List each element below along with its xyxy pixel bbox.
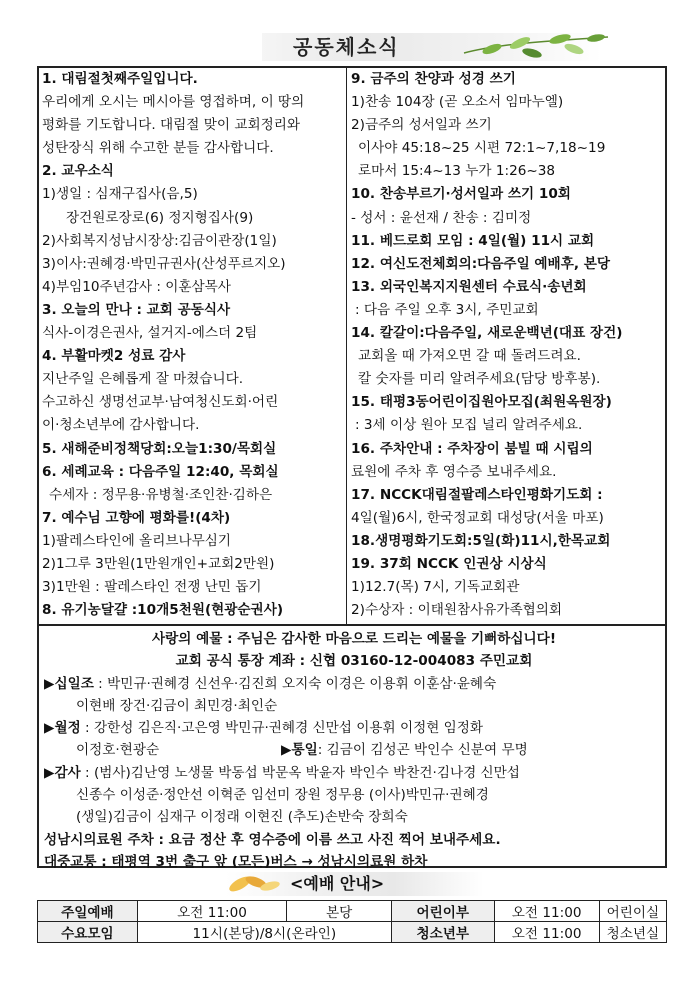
left-line: 수고하신 생명선교부·남여청신도회·어린 — [42, 394, 279, 411]
monthly-names-2: 이정호·현광순 — [76, 742, 160, 759]
left-line: 식사-이경은권사, 설거지-에스더 2팀 — [42, 325, 258, 342]
left-line: 장건원로장로(6) 정지형집사(9) — [66, 209, 254, 226]
worship-cell: 오전 11:00 — [494, 922, 599, 943]
tithe-names-2: 이현배 장건·김금이 최민경·최인순 — [76, 697, 278, 714]
tithe-label: ▶십일조 — [44, 675, 94, 692]
right-line: 13. 외국인복지지원센터 수료식·송년회 — [351, 278, 587, 295]
right-line: 료원에 주차 후 영수증 보내주세요. — [351, 463, 557, 480]
monthly-names-1: : 강한성 김은직·고은영 박민규·권혜경 신만섭 이용휘 이정현 임정화 — [80, 720, 484, 737]
right-line: : 3세 이상 원아 모집 널리 알려주세요. — [355, 417, 583, 434]
right-line: 12. 여신도전체회의:다음주일 예배후, 본당 — [351, 255, 610, 272]
worship-cell: 어린이실 — [599, 901, 666, 922]
together-names: : 김금이 김성곤 박인수 신분여 무명 — [317, 742, 528, 759]
right-line: 10. 찬송부르기·성서일과 쓰기 10회 — [351, 186, 571, 203]
transit-line: 대중교통 : 태평역 3번 출구 앞 (모든)버스 → 성남시의료원 하차 — [44, 853, 428, 870]
left-line: 3. 오늘의 만나 : 교회 공동식사 — [42, 301, 231, 318]
offering-notice — [44, 628, 664, 873]
tithe-names-1: : 박민규·권혜경 신선우·김진희 오지숙 이경은 이용휘 이훈삼·윤혜숙 — [93, 675, 497, 692]
right-line: - 성서 : 윤선재 / 찬송 : 김미정 — [351, 209, 532, 226]
left-line: 1)팔레스타인에 올리브나무심기 — [42, 532, 231, 549]
right-line: 11. 베드로회 모임 : 4일(월) 11시 교회 — [351, 232, 595, 249]
right-line: 4일(월)6시, 한국정교회 대성당(서울 마포) — [351, 509, 604, 526]
right-line: 로마서 15:4~13 누가 1:26~38 — [358, 163, 556, 180]
right-line: 15. 태평3동어린이집원아모집(최원옥원장) — [351, 394, 612, 411]
right-line: 이사야 45:18~25 시편 72:1~7,18~19 — [358, 140, 606, 157]
monthly-together-line — [44, 739, 664, 761]
tithe-line — [44, 673, 664, 695]
thanks-names-2: 신종수 이성준·정안선 이혁준 임선미 장원 정무용 (이사)박민규·권혜경 — [76, 787, 489, 804]
left-line: 1. 대림절첫째주일입니다. — [42, 71, 198, 87]
worship-cell: 청소년실 — [599, 922, 666, 943]
right-line: 14. 칼갈이:다음주일, 새로운백년(대표 장건) — [351, 325, 623, 342]
worship-row — [38, 922, 667, 943]
worship-cell: 수요모임 — [38, 922, 138, 943]
worship-cell: 어린이부 — [391, 901, 494, 922]
right-line: 2)금주의 성서일과 쓰기 — [351, 117, 492, 134]
worship-cell: 주일예배 — [38, 901, 138, 922]
left-line: 4. 부활마켓2 성료 감사 — [42, 348, 186, 365]
leaf-decoration-icon — [462, 29, 612, 65]
worship-cell: 오전 11:00 — [494, 901, 599, 922]
left-line: 4)부임10주년감사 : 이훈삼목사 — [42, 278, 231, 295]
left-line: 5. 새해준비정책당회:오늘1:30/목회실 — [42, 440, 277, 457]
worship-title: <예배 안내> — [290, 874, 385, 893]
parking-line: 성남시의료원 주차 : 요금 정산 후 영수증에 이름 쓰고 사진 찍어 보내주세요. — [44, 831, 501, 848]
monthly-line — [44, 717, 664, 739]
leaf-decoration-icon — [226, 870, 286, 898]
left-line: 8. 유기농달걀 :10개5천원(현광순권사) — [42, 602, 284, 619]
monthly-label: ▶월정 — [44, 720, 81, 737]
right-line: 1)12.7(목) 7시, 기독교회관 — [351, 579, 520, 596]
left-line: 이·청소년부에 감사합니다. — [42, 417, 200, 434]
right-line: 16. 주차안내 : 주차장이 붐빌 때 시립의 — [351, 440, 593, 457]
page-title: 공동체소식 — [293, 35, 400, 59]
right-line: 19. 37회 NCCK 인권상 시상식 — [351, 555, 547, 572]
left-line: 7. 예수님 고향에 평화를!(4차) — [42, 509, 231, 526]
offering-line: 사랑의 예물 : 주님은 감사한 마음으로 드리는 예물을 기뻐하십니다! — [151, 631, 557, 647]
right-line: : 다음 주일 오후 3시, 주민교회 — [355, 301, 539, 318]
right-line: 18.생명평화기도회:5일(화)11시,한목교회 — [351, 532, 611, 549]
right-line: 17. NCCK대림절팔레스타인평화기도회 : — [351, 486, 603, 503]
worship-cell: 청소년부 — [391, 922, 494, 943]
left-line: 1)생일 : 심재구집사(음,5) — [42, 186, 198, 203]
right-line: 교회올 때 가져오면 갈 때 돌려드려요. — [358, 348, 581, 365]
left-line: 지난주일 은혜롭게 잘 마쳤습니다. — [42, 371, 244, 388]
together-label: ▶통일 — [281, 742, 318, 759]
left-line: 6. 세례교육 : 다음주일 12:40, 목회실 — [42, 463, 279, 480]
right-line: 9. 금주의 찬양과 성경 쓰기 — [351, 71, 516, 87]
thanks-line — [44, 762, 664, 784]
left-line: 3)이사:권혜경·박민규권사(산성푸르지오) — [42, 255, 286, 272]
worship-cell: 본당 — [287, 901, 392, 922]
thanks-label: ▶감사 — [44, 764, 81, 781]
worship-cell: 11시(본당)/8시(온라인) — [137, 922, 391, 943]
account-line: 교회 공식 통장 계좌 : 신협 03160-12-004083 주민교회 — [175, 653, 533, 670]
right-line: 1)찬송 104장 (곧 오소서 임마누엘) — [351, 94, 564, 111]
right-line: 2)수상자 : 이태원참사유가족협의회 — [351, 602, 563, 619]
left-line: 우리에게 오시는 메시아를 영접하며, 이 땅의 — [42, 94, 305, 111]
left-line: 2)사회복지성남시장상:김금이관장(1일) — [42, 232, 277, 249]
worship-row — [38, 901, 667, 922]
right-line: 칼 숫자를 미리 알려주세요(담당 방후봉). — [358, 371, 601, 388]
left-column — [42, 68, 342, 622]
left-line: 평화를 기도합니다. 대림절 맞이 교회정리와 — [42, 117, 300, 134]
left-line: 성탄장식 위해 수고한 분들 감사합니다. — [42, 140, 274, 157]
right-column — [351, 68, 663, 622]
thanks-names-1: : (범사)김난영 노생물 박동섭 박문옥 박윤자 박인수 박찬건·김나경 신만섭 — [80, 764, 520, 781]
worship-cell: 오전 11:00 — [137, 901, 286, 922]
column-divider — [346, 66, 347, 626]
worship-table — [37, 900, 667, 943]
thanks-names-3: (생일)김금이 심재구 이정래 이현진 (추도)손반숙 장희숙 — [76, 809, 408, 826]
left-line: 3)1만원 : 팔레스타인 전쟁 난민 돕기 — [42, 579, 262, 596]
left-line: 2)1그루 3만원(1만원개인+교회2만원) — [42, 555, 275, 572]
left-line: 수세자 : 정무용·유병철·조인찬·김하은 — [49, 486, 273, 503]
left-line: 2. 교우소식 — [42, 163, 114, 180]
